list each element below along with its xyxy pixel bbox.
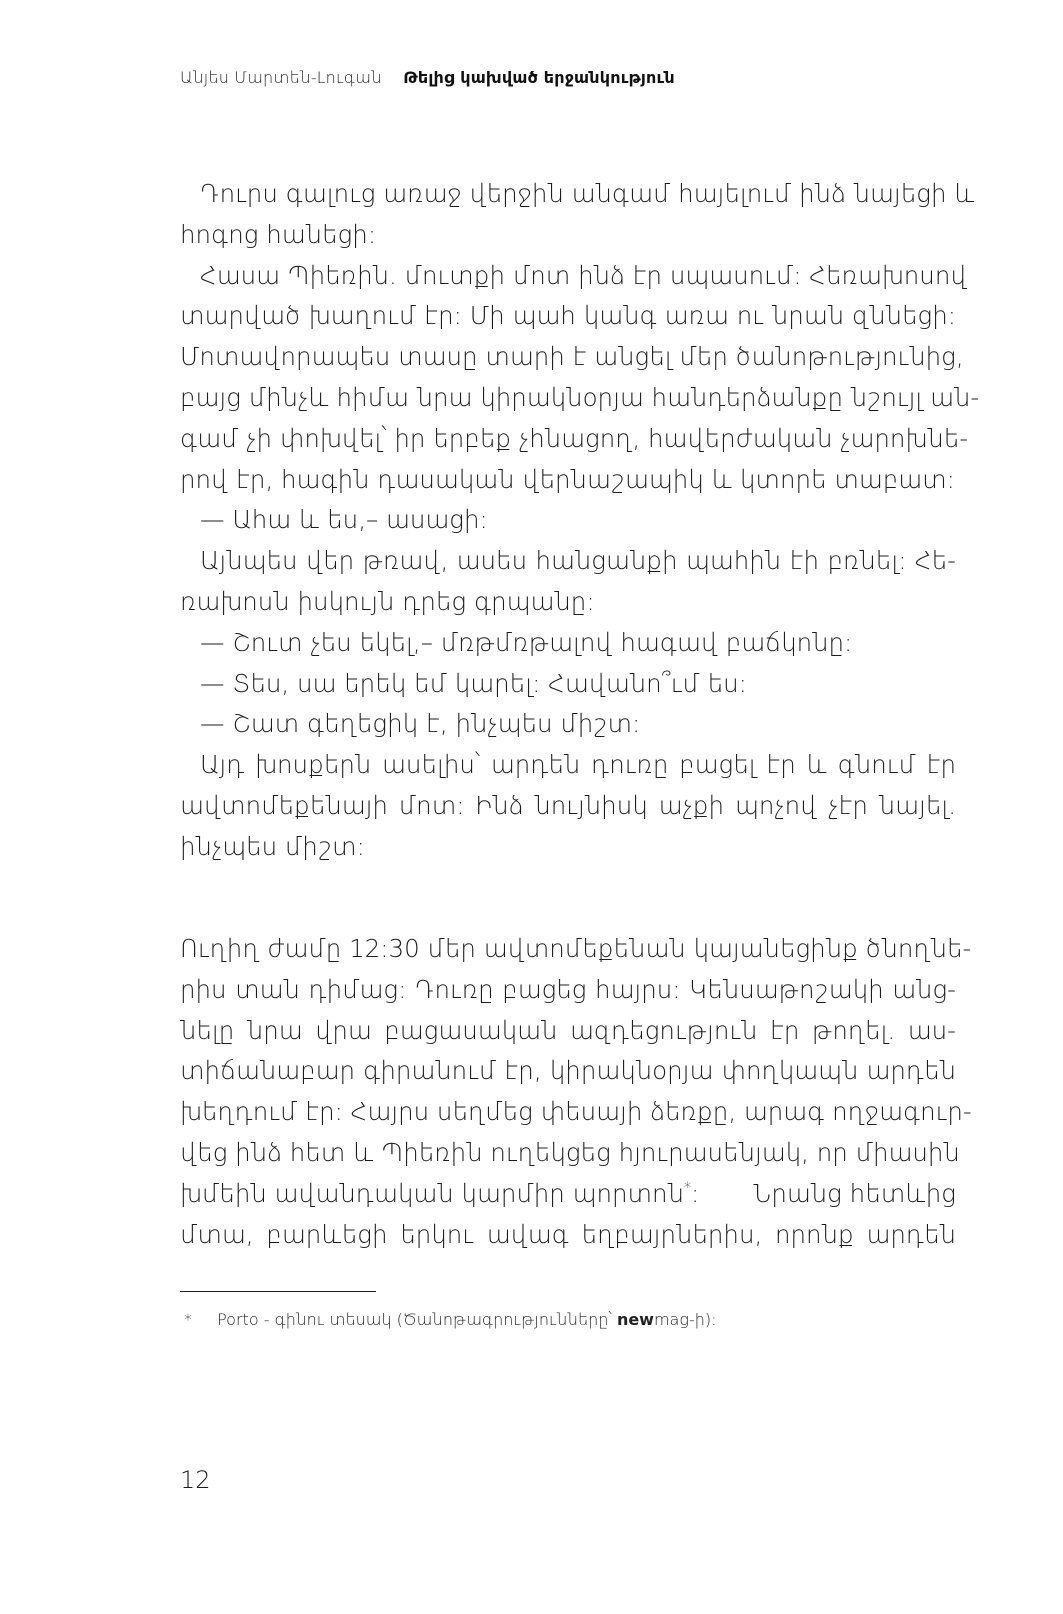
text-line: տարված խաղում էր: Մի պահ կանգ առա ու նրան զննեցի: (180, 301, 956, 331)
text-line: բայց մինչև հիմա նրա կիրակնօրյա հանդերձանքը նշույլ ան- (180, 382, 980, 412)
text-line: — Շուտ չես եկել,– մռթմռթալով հագավ բաճկոնը: (200, 627, 853, 657)
text-line: րով էր, հագին դասական վերնաշապիկ և կտորե տաբատ: (180, 464, 955, 494)
footnote-text: Porto - գինու տեսակ (Ծանոթագրությունները՝ (217, 1310, 612, 1329)
text-line: ինչպես միշտ: (180, 831, 365, 861)
text-line: Հասա Պիեռին. մուտքի մոտ ինձ էր սպասում: Հեռախոսով (200, 260, 968, 290)
text-line: գամ չի փոխվել՝ իր երբեք չհնացող, հավերժական չարոխնե- (180, 423, 969, 453)
text-line: — Ահա և ես,– ասացի: (200, 505, 488, 535)
text-line: րիս տան դիմաց: Դուռը բացեց հայրս: Կենսաթոշակի անց- (180, 974, 956, 1004)
text-line: խեղդում էր: Հայրս սեղմեց փեսայի ձեռքը, արագ ողջագուր- (180, 1097, 972, 1127)
footnote-brand-bold: new (616, 1310, 654, 1329)
text-line-with-footnote (180, 1174, 956, 1215)
page-number: 12 (180, 1466, 211, 1494)
footnote (184, 1310, 717, 1329)
text-line: ռախոսն իսկույն դրեց գրպանը: (180, 586, 595, 616)
header-book-title: Թելից կախված երջանկություն (403, 68, 675, 87)
text-fragment: Նրանց հետևից (752, 1178, 956, 1208)
text-fragment: : (690, 1178, 700, 1208)
running-head (180, 68, 675, 87)
text-line: նելը նրա վրա բացասական ազդեցություն էր թողել. աս- (180, 1015, 956, 1045)
text-block-2 (180, 929, 972, 1255)
text-line: Մոտավորապես տասը տարի է անցել մեր ծանոթությունից, (180, 342, 964, 372)
header-author: Անյես Մարտեն-Լուգան (180, 68, 382, 87)
text-line: մտա, բարևեցի երկու ավագ եղբայրներիս, որոնք արդեն (180, 1219, 956, 1249)
text-fragment: խմեին ավանդական կարմիր պորտոն (180, 1178, 684, 1208)
text-line: ավտոմեքենայի մոտ: Ինձ նույնիսկ աչքի պոչով չէր նայել. (180, 790, 956, 820)
footnote-divider (180, 1291, 376, 1292)
text-line: Այդ խոսքերն ասելիս՝ արդեն դուռը բացել էր և գնում էր (200, 750, 956, 780)
text-line: — Տես, սա երեկ եմ կարել: Հավանո՞ւմ ես: (200, 668, 747, 698)
text-line: հոգոց հանեցի: (180, 219, 377, 249)
footnote-brand-rest: mag-ի): (653, 1310, 717, 1329)
text-line: Դուրս գալուց առաջ վերջին անգամ հայելում ինձ նայեցի և (200, 179, 975, 208)
text-line: վեց ինձ հետ և Պիեռին ուղեկցեց հյուրասենյակ, որ միասին (180, 1137, 960, 1167)
footnote-mark: * (184, 1310, 192, 1329)
text-line: — Շատ գեղեցիկ է, ինչպես միշտ: (200, 709, 641, 739)
text-line: Ուղիղ ժամը 12:30 մեր ավտոմեքենան կայանեցինք ծնողնե- (180, 934, 972, 963)
text-line: Այնպես վեր թռավ, ասես հանցանքի պահին էի բռնել: Հե- (200, 546, 956, 576)
footnote-marker: * (683, 1179, 691, 1196)
text-line: տիճանաբար գիրանում էր, կիրակնօրյա փողկապն արդեն (180, 1056, 956, 1086)
text-block-1 (180, 174, 980, 868)
